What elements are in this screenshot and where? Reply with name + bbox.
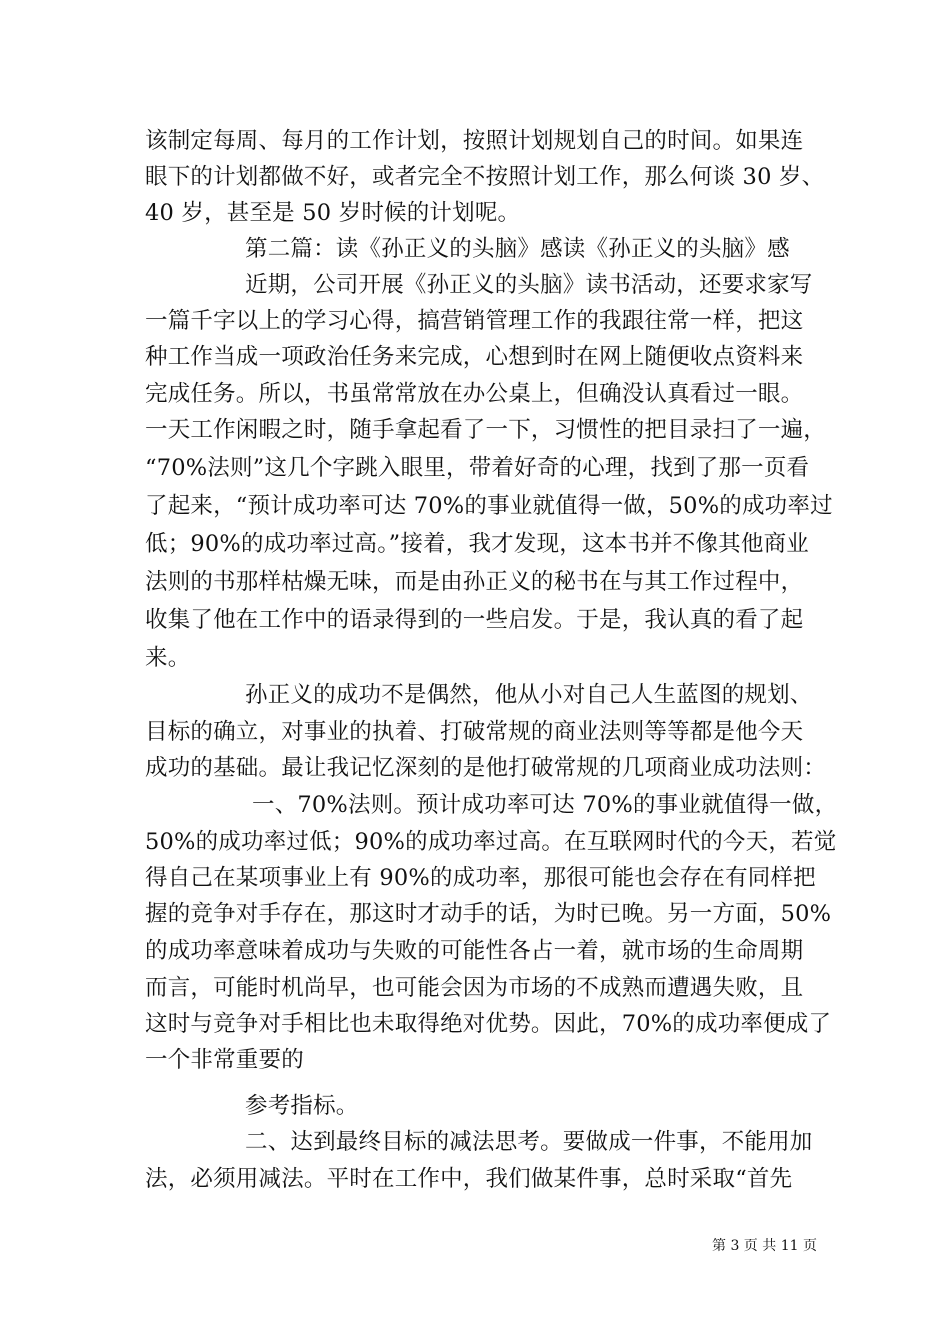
text-line: 该制定每周、每月的工作计划，按照计划规划自己的时间。如果连 — [145, 128, 804, 154]
text-line: 完成任务。所以，书虽常常放在办公桌上，但确没认真看过一眼。 — [145, 381, 804, 407]
text-line: 一个非常重要的 — [145, 1047, 304, 1073]
text-line: 了起来，“预计成功率可达 70%的事业就值得一做，50%的成功率过 — [145, 493, 833, 519]
text-line: 一天工作闲暇之时，随手拿起看了一下，习惯性的把目录扫了一遍， — [145, 417, 827, 443]
text-line: 收集了他在工作中的语录得到的一些启发。于是，我认真的看了起 — [145, 607, 804, 633]
text-line: 孙正义的成功不是偶然，他从小对自己人生蓝图的规划、 — [245, 682, 813, 708]
text-line: 这时与竞争对手相比也未取得绝对优势。因此，70%的成功率便成了 — [145, 1011, 832, 1037]
text-line: 种工作当成一项政治任务来完成，心想到时在网上随便收点资料来 — [145, 344, 804, 370]
text-line: 一篇千字以上的学习心得，搞营销管理工作的我跟往常一样，把这 — [145, 308, 804, 334]
text-line: 二、达到最终目标的减法思考。要做成一件事，不能用加 — [245, 1129, 813, 1155]
text-line: 的成功率意味着成功与失败的可能性各占一着，就市场的生命周期 — [145, 938, 804, 964]
text-line: 低；90%的成功率过高。”接着，我才发现，这本书并不像其他商业 — [145, 531, 809, 557]
text-line: 法则的书那样枯燥无味，而是由孙正义的秘书在与其工作过程中， — [145, 569, 804, 595]
page-number: 第 3 页 共 11 页 — [712, 1238, 817, 1254]
text-line: 来。 — [145, 645, 191, 671]
text-line: 眼下的计划都做不好，或者完全不按照计划工作，那么何谈 30 岁、 — [145, 164, 825, 190]
text-line: 法，必须用减法。平时在工作中，我们做某件事，总时采取“首先 — [145, 1166, 793, 1192]
text-line: 目标的确立，对事业的执着、打破常规的商业法则等等都是他今天 — [145, 719, 804, 745]
text-line: 近期，公司开展《孙正义的头脑》读书活动，还要求家写 — [245, 272, 813, 298]
text-line: “70%法则”这几个字跳入眼里，带着好奇的心理，找到了那一页看 — [145, 455, 810, 481]
text-line: 而言，可能时机尚早，也可能会因为市场的不成熟而遭遇失败，且 — [145, 975, 804, 1001]
text-line: 40 岁，甚至是 50 岁时候的计划呢。 — [145, 200, 521, 226]
text-line: 50%的成功率过低；90%的成功率过高。在互联网时代的今天，若觉 — [145, 829, 837, 855]
text-line: 一、70%法则。预计成功率可达 70%的事业就值得一做， — [252, 792, 838, 818]
section-heading: 第二篇：读《孙正义的头脑》感读《孙正义的头脑》感 — [245, 236, 790, 262]
text-line: 参考指标。 — [245, 1093, 359, 1119]
text-line: 得自己在某项事业上有 90%的成功率，那很可能也会存在有同样把 — [145, 865, 816, 891]
text-line: 成功的基础。最让我记忆深刻的是他打破常规的几项商业成功法则： — [145, 755, 827, 781]
text-line: 握的竞争对手存在，那这时才动手的话，为时已晚。另一方面，50% — [145, 901, 832, 927]
